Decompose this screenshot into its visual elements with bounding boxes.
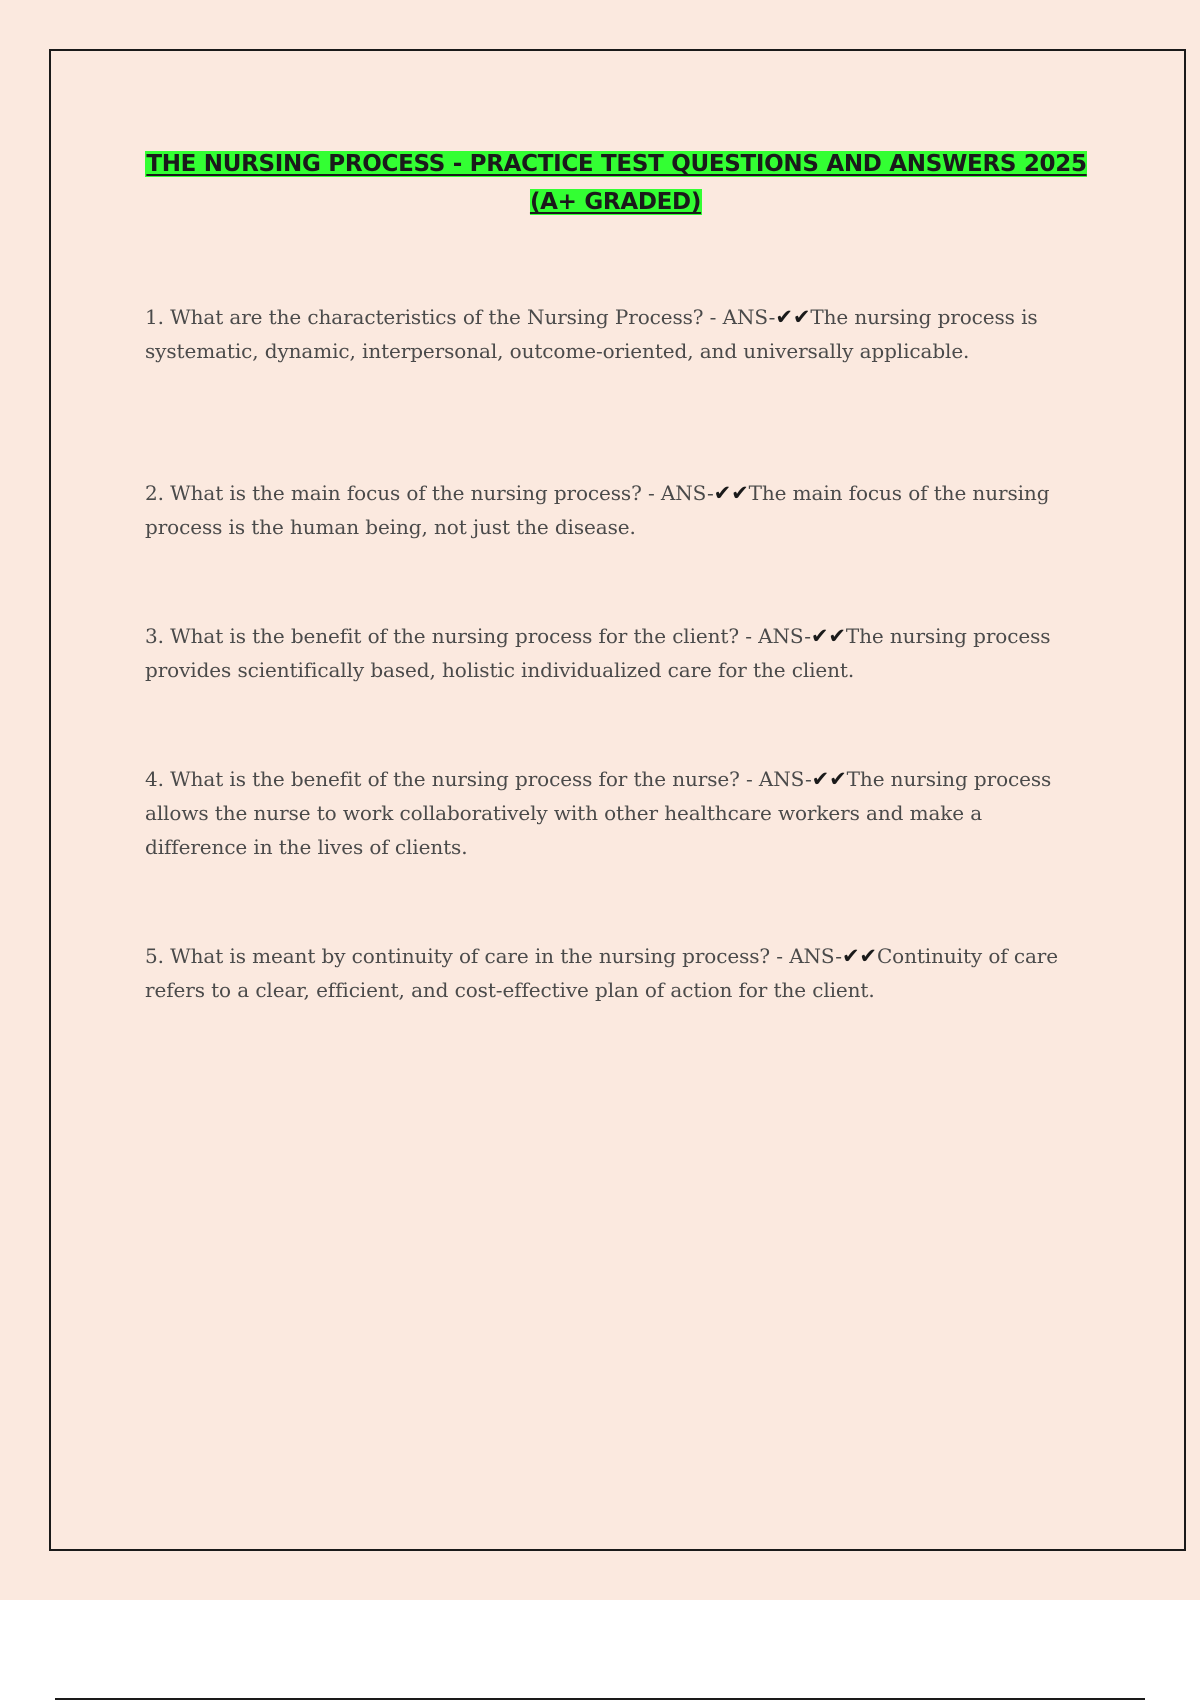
question-text: 5. What is meant by continuity of care in the nursing process? - ANS- xyxy=(145,944,842,968)
answer-text: The nursing process provides scientifically based, holistic individualized care for the client. xyxy=(145,624,1051,682)
qa-item-2 xyxy=(145,476,1085,544)
checkmark-icon: ✔✔ xyxy=(775,305,811,329)
checkmark-icon: ✔✔ xyxy=(811,767,847,791)
document-title-text: THE NURSING PROCESS - PRACTICE TEST QUESTIONS AND ANSWERS 2025 (A+ GRADED) xyxy=(146,151,1087,215)
question-text: 4. What is the benefit of the nursing process for the nurse? - ANS- xyxy=(145,767,812,791)
checkmark-icon: ✔✔ xyxy=(841,944,877,968)
qa-item-4 xyxy=(145,762,1085,864)
qa-item-3 xyxy=(145,619,1085,687)
answer-text: The nursing process allows the nurse to work collaboratively with other healthcare workers and make a difference in the lives of clients. xyxy=(145,767,1052,859)
qa-item-5 xyxy=(145,939,1085,1007)
question-text: 2. What is the main focus of the nursing process? - ANS- xyxy=(145,481,714,505)
question-text: 1. What are the characteristics of the Nursing Process? - ANS- xyxy=(145,305,776,329)
answer-text: The main focus of the nursing process is the human being, not just the disease. xyxy=(145,481,1050,539)
checkmark-icon: ✔✔ xyxy=(810,624,846,648)
checkmark-icon: ✔✔ xyxy=(713,481,749,505)
document-title xyxy=(130,145,1102,221)
answer-text: Continuity of care refers to a clear, efficient, and cost-effective plan of action for the client. xyxy=(145,944,1058,1002)
qa-item-1 xyxy=(145,300,1085,368)
answer-text: The nursing process is systematic, dynamic, interpersonal, outcome-oriented, and universally applicable. xyxy=(145,305,1038,363)
question-text: 3. What is the benefit of the nursing process for the client? - ANS- xyxy=(145,624,811,648)
